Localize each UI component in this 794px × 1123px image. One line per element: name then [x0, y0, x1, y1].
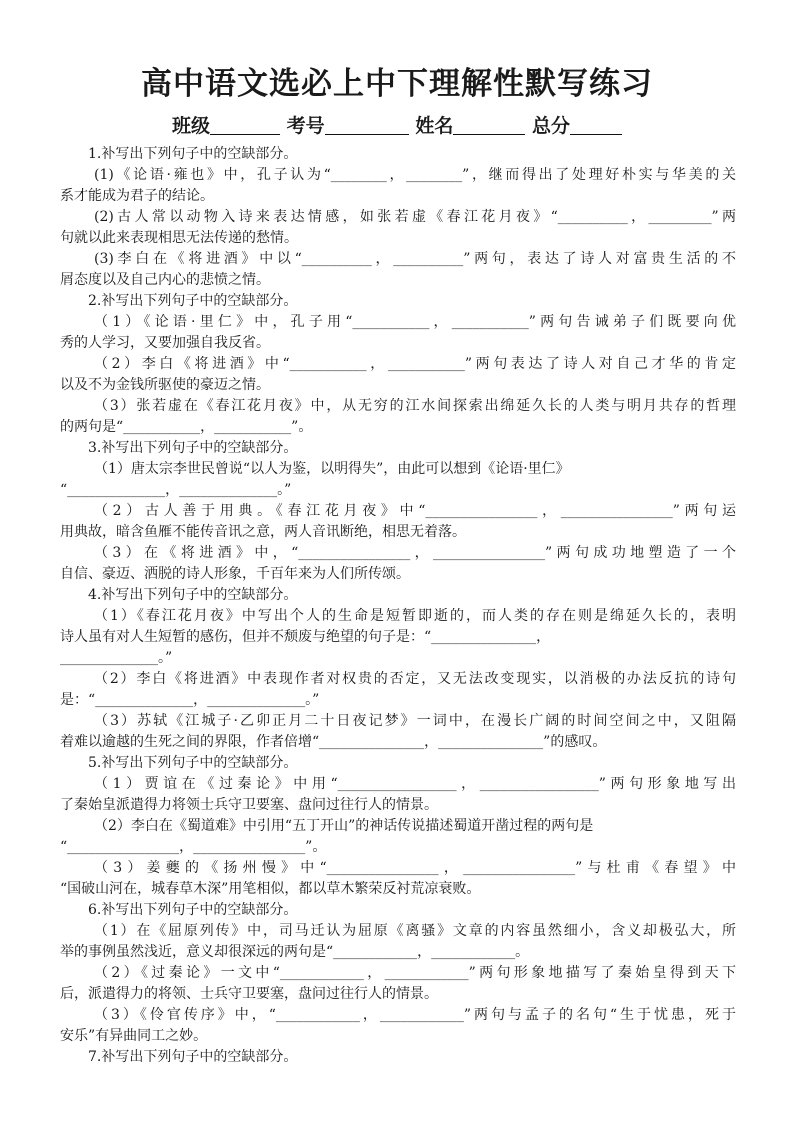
question-text-line: （2）李白在《蜀道难》中引用“五丁开山”的神话传说描述蜀道开凿过程的两句是 — [94, 818, 594, 834]
name-label: 姓名 — [415, 115, 454, 137]
question-text-line: （2）古人善于用典。《春江花月夜》中“________________，________________”两句运 — [94, 503, 736, 519]
question-text-line: (2)古人常以动物入诗来表达情感，如张若虚《春江花月夜》“__________，_________”两 — [94, 209, 736, 225]
question-text-line: 秀的人学习，又要加强自我反省。 — [60, 335, 270, 351]
question-text-line: （1）贾谊在《过秦论》中用“_________________，_________________”两句形象地写出 — [94, 776, 736, 792]
question-heading: 3.补写出下列句子中的空缺部分。 — [88, 440, 298, 456]
question-heading: 4.补写出下列句子中的空缺部分。 — [88, 587, 298, 603]
question-text-line: （1）《春江花月夜》中写出个人的生命是短暂即逝的，而人类的存在则是绵延久长的，表明 — [94, 608, 736, 624]
question-text-line: （2）《过秦论》一文中“____________，____________”两句形象地描写了秦始皇得到天下 — [94, 965, 736, 981]
name-blank — [453, 116, 525, 135]
class-blank — [210, 116, 280, 135]
question-text-line: （3）在《将进酒》中，“________________，________________”两句成功地塑造了一个 — [94, 545, 736, 561]
question-text-line: （3）张若虚在《春江花月夜》中，从无穷的江水间探索出绵延久长的人类与明月共存的哲理 — [94, 398, 736, 414]
page-title: 高中语文选必上中下理解性默写练习 — [141, 66, 653, 102]
question-text-line: （1）唐太宗李世民曾说“以人为鉴，以明得失”，由此可以想到《论语·里仁》 — [94, 461, 570, 477]
question-heading: 2.补写出下列句子中的空缺部分。 — [88, 293, 298, 309]
exam-number-blank — [325, 116, 409, 135]
question-text-line: 是：“______________，______________。” — [60, 692, 320, 708]
question-text-line: （1）在《屈原列传》中，司马迁认为屈原《离骚》文章的内容虽然细小，含义却极弘大，所 — [94, 923, 736, 939]
question-text-line: ______________。” — [60, 650, 173, 666]
question-text-line: (3)李白在《将进酒》中以“__________，__________”两句，表达了诗人对富贵生活的不 — [94, 251, 736, 267]
class-label: 班级 — [172, 115, 211, 137]
question-text-line: 用典故，暗含鱼雁不能传音讯之意，两人音讯断绝，相思无着落。 — [60, 524, 466, 540]
question-text-line: 的两句是“___________，___________”。 — [60, 419, 313, 435]
question-text-line: （1）《论语·里仁》中，孔子用“___________，___________”两句告诫弟子们既要向优 — [94, 314, 736, 330]
question-heading: 5.补写出下列句子中的空缺部分。 — [88, 755, 298, 771]
question-heading: 1.补写出下列句子中的空缺部分。 — [88, 146, 298, 162]
exam-number-label: 考号 — [286, 115, 325, 137]
question-text-line: （3）苏轼《江城子·乙卯正月二十日夜记梦》一词中，在漫长广阔的时间空间之中，又阻隔 — [94, 713, 736, 729]
question-text-line: 自信、豪迈、洒脱的诗人形象，千百年来为人们所传颂。 — [60, 566, 410, 582]
question-text-line: 屑态度以及自己内心的悲愤之情。 — [60, 272, 270, 288]
student-info-line — [0, 111, 794, 138]
question-text-line: 句就以此来表现相思无法传递的愁情。 — [60, 230, 298, 246]
question-text-line: 系才能成为君子的结论。 — [60, 188, 214, 204]
question-text-line: 安乐”有异曲同工之妙。 — [60, 1028, 208, 1044]
question-text-line: “______________，______________。” — [60, 482, 292, 498]
question-text-line: 以及不为金钱所驱使的豪迈之情。 — [60, 377, 270, 393]
question-text-line: （2）李白《将进酒》中“___________，___________”两句表达了诗人对自己才华的肯定 — [94, 356, 736, 372]
question-text-line: （3）《伶官传序》中，“____________，____________”两句与孟子的名句“生于忧患，死于 — [94, 1007, 736, 1023]
total-score-label: 总分 — [531, 115, 570, 137]
exercise-body — [60, 144, 736, 1068]
question-text-line: 后，派遣得力的将领、士兵守卫要塞，盘问过往行人的情景。 — [60, 986, 438, 1002]
question-text-line: （3）姜夔的《扬州慢》中“________________，________________”与杜甫《春望》中 — [94, 860, 736, 876]
question-text-line: “________________，________________”。 — [60, 839, 327, 855]
question-heading: 6.补写出下列句子中的空缺部分。 — [88, 902, 298, 918]
question-text-line: 诗人虽有对人生短暂的感伤，但并不颓废与绝望的句子是：“_______________， — [60, 629, 551, 645]
question-text-line: “国破山河在，城春草木深”用笔相似，都以草木繁荣反衬荒凉衰败。 — [60, 881, 481, 897]
question-heading: 7.补写出下列句子中的空缺部分。 — [88, 1049, 298, 1065]
question-text-line: 着难以逾越的生死之间的界限，作者倍增“_______________，_______________”的感叹。 — [60, 734, 607, 750]
question-text-line: （2）李白《将进酒》中表现作者对权贵的否定，又无法改变现实，以消极的办法反抗的诗句 — [94, 671, 736, 687]
question-text-line: 了秦始皇派遣得力将领士兵守卫要塞、盘问过往行人的情景。 — [60, 797, 438, 813]
question-text-line: (1)《论语·雍也》中，孔子认为“________，________”，继而得出了处理好朴实与华美的关 — [94, 167, 736, 183]
question-text-line: 举的事例虽然浅近，意义却很深远的两句是“____________，____________。 — [60, 944, 530, 960]
total-score-blank — [570, 116, 622, 135]
